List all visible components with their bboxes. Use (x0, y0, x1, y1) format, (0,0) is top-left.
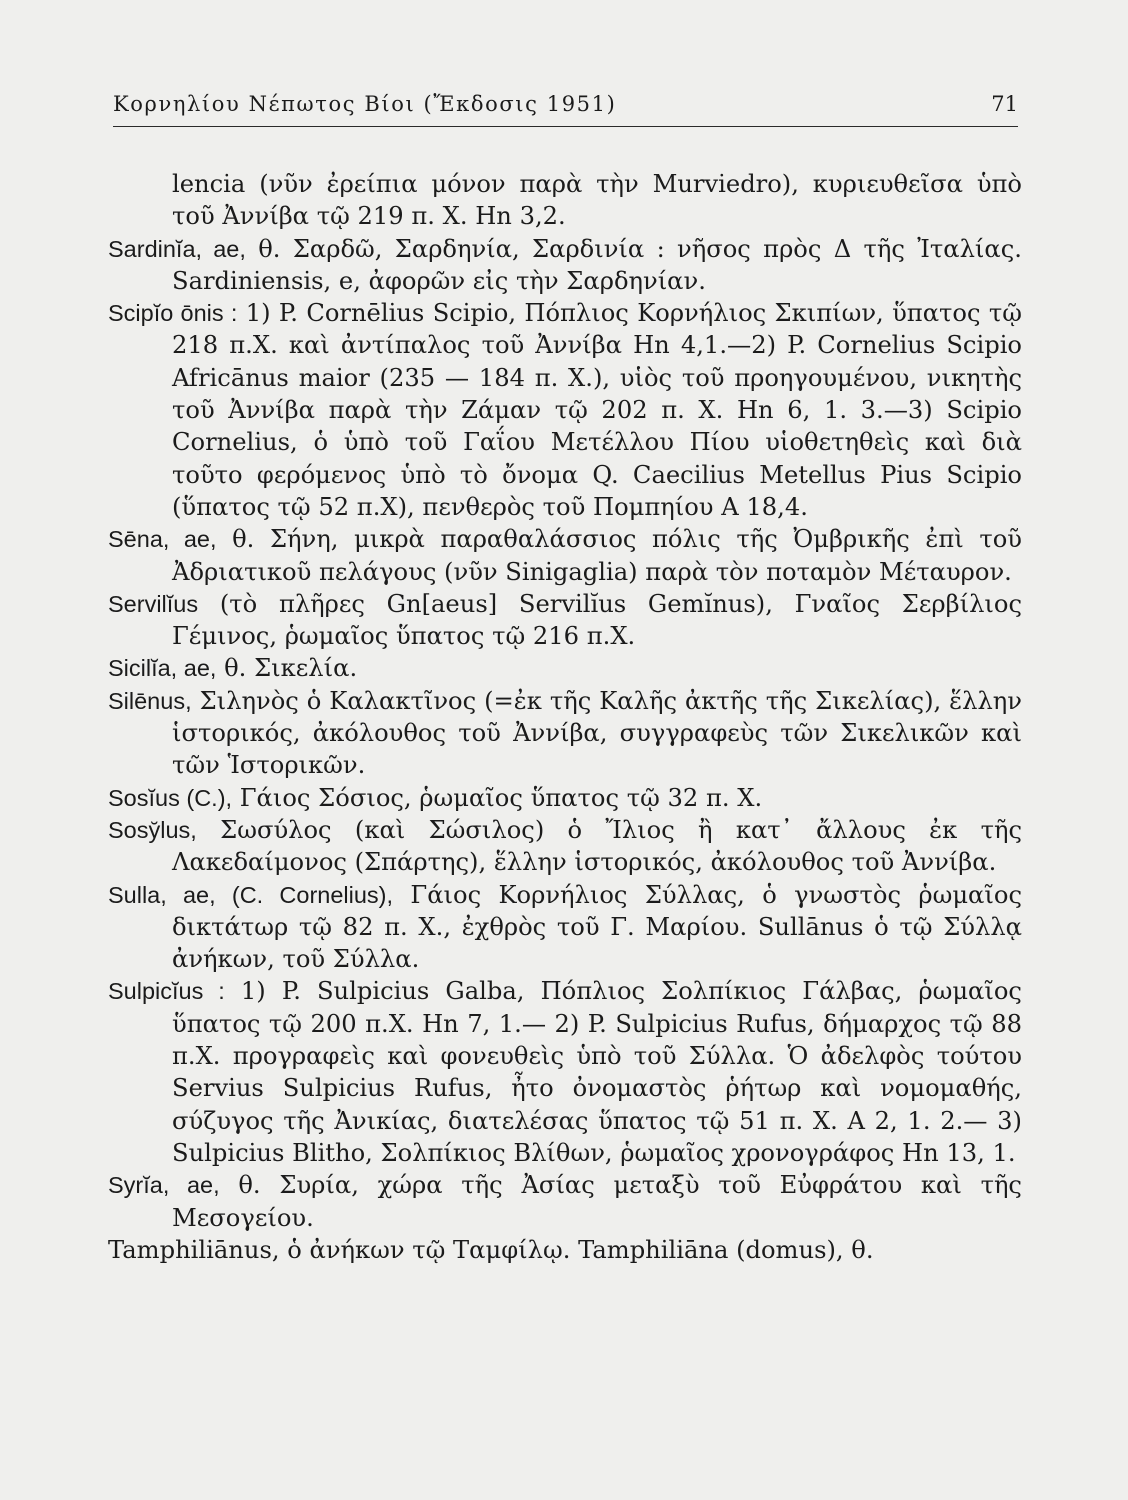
glossary-entry (108, 782, 1022, 814)
entry-text: lencia (νῦν ἐρείπια μόνον παρὰ τὴν Murviedro), κυριευθεῖσα ὑπὸ τοῦ Ἀννίβα τῷ 219 π. Χ. Hn 3,2. (172, 170, 1022, 231)
glossary-entry (108, 685, 1022, 782)
page-number: 71 (991, 92, 1018, 116)
glossary-entry (108, 297, 1022, 523)
entry-headword: Sardinĭa, ae, (108, 235, 246, 262)
entry-headword: Syrĭa, ae, (108, 1172, 220, 1199)
entry-headword: Sicilĭa, ae, (108, 655, 217, 682)
glossary-entry (108, 879, 1022, 976)
glossary-entry (108, 233, 1022, 298)
glossary-entries (108, 168, 1022, 1266)
entry-text: Σωσύλος (καὶ Σώσιλος) ὁ Ἴλιος ἢ κατ᾽ ἄλλους ἐκ τῆς Λακεδαίμονος (Σπάρτης), ἕλλην ἱστορικός, ἀκόλουθος τοῦ Ἀννίβα. (172, 815, 1022, 877)
entry-text: Γάιος Σόσιος, ῥωμαῖος ὕπατος τῷ 32 π. Χ. (239, 783, 763, 812)
entry-headword: Sulpicĭus : (108, 978, 225, 1005)
entry-headword: Servilĭus (108, 590, 199, 617)
entry-headword: Sosĭus (C.), (108, 784, 233, 811)
entry-headword: Scipĭo ōnis : (108, 300, 238, 327)
entry-text: θ. Συρία, χώρα τῆς Ἀσίας μεταξὺ τοῦ Εὐφράτου καὶ τῆς Μεσογείου. (172, 1171, 1022, 1232)
entry-headword: Sosy̆lus, (108, 816, 197, 843)
entry-text: Γάιος Κορνήλιος Σύλλας, ὁ γνωστὸς ῥωμαῖος δικτάτωρ τῷ 82 π. Χ., ἐχθρὸς τοῦ Γ. Μαρίου. Sullānus ὁ τῷ Σύλλᾳ ἀνήκων, τοῦ Σύλλα. (172, 880, 1022, 974)
entry-text: (τὸ πλῆρες Gn[aeus] Servilĭus Gemĭnus), Γναῖος Σερβίλιος Γέμινος, ῥωμαῖος ὕπατος τῷ 216 π.Χ. (172, 589, 1022, 651)
glossary-entry (108, 523, 1022, 588)
glossary-entry (108, 1234, 1022, 1266)
entry-text: 1) P. Cornēlius Scipio, Πόπλιος Κορνήλιος Σκιπίων, ὕπατος τῷ 218 π.Χ. καὶ ἀντίπαλος τοῦ Ἀννίβα Hn 4,1.—2) P. Cornelius Scipio Africānus maior (235 — 184 π. Χ.), υἱὸς τοῦ προηγουμένου, νικητὴς τοῦ Ἀννίβα παρὰ τὴν Ζάμαν τῷ 202 π. Χ. Hn 6, 1. 3.—3) Scipio Cornelius, ὁ ὑπὸ τοῦ Γαΐου Μετέλλου Πίου υἱοθετηθεὶς καὶ διὰ τοῦτο φερόμενος ὑπὸ τὸ ὄνομα Q. Caecilius Metellus Pius Scipio (ὕπατος τῷ 52 π.Χ), πενθερὸς τοῦ Πομπηίου Α 18,4. (172, 299, 1022, 521)
entry-text: θ. Σικελία. (224, 654, 358, 683)
entry-text: 1) P. Sulpicius Galba, Πόπλιος Σολπίκιος Γάλβας, ῥωμαῖος ὕπατος τῷ 200 π.Χ. Hn 7, 1.— 2) P. Sulpicius Rufus, δήμαρχος τῷ 88 π.Χ. προγραφεὶς καὶ φονευθεὶς ὑπὸ τοῦ Σύλλα. Ὁ ἀδελφὸς τούτου Servius Sulpicius Rufus, ἦτο ὀνομαστὸς ῥήτωρ καὶ νομομαθής, σύζυγος τῆς Ἀνικίας, διατελέσας ὕπατος τῷ 51 π. Χ. Α 2, 1. 2.— 3) Sulpicius Blitho, Σολπίκιος Βλίθων, ῥωμαῖος χρονογράφος Hn 13, 1. (172, 977, 1022, 1167)
entry-headword: Sēna, ae, (108, 526, 217, 553)
entry-headword: Sulla, ae, (C. Cornelius), (108, 881, 394, 908)
entry-text: Σιληνὸς ὁ Καλακτῖνος (=ἐκ τῆς Καλῆς ἀκτῆς τῆς Σικελίας), ἕλλην ἱστορικός, ἀκόλουθος τοῦ Ἀννίβα, συγγραφεὺς τῶν Σικελικῶν καὶ τῶν Ἱστορικῶν. (172, 686, 1022, 780)
glossary-entry (108, 975, 1022, 1169)
entry-text: θ. Σαρδῶ, Σαρδηνία, Σαρδινία : νῆσος πρὸς Δ τῆς Ἰταλίας. Sardiniensis, e, ἀφορῶν εἰς τὴν Σαρδηνίαν. (172, 234, 1022, 295)
entry-text: θ. Σήνη, μικρὰ παραθαλάσσιος πόλις τῆς Ὀμβρικῆς ἐπὶ τοῦ Ἀδριατικοῦ πελάγους (νῦν Sinigaglia) παρὰ τὸν ποταμὸν Μέταυρον. (172, 525, 1022, 586)
glossary-entry (108, 652, 1022, 684)
glossary-entry (108, 168, 1022, 233)
glossary-entry (108, 814, 1022, 879)
glossary-entry (108, 1169, 1022, 1234)
header-title: Κορνηλίου Νέπωτος Βίοι (Ἔκδοσις 1951) (113, 92, 617, 116)
glossary-entry (108, 588, 1022, 653)
entry-headword: Silēnus, (108, 687, 192, 714)
running-header (113, 92, 1018, 127)
entry-text: Tamphiliānus, ὁ ἀνήκων τῷ Ταμφίλῳ. Tamphiliāna (domus), θ. (108, 1235, 874, 1264)
